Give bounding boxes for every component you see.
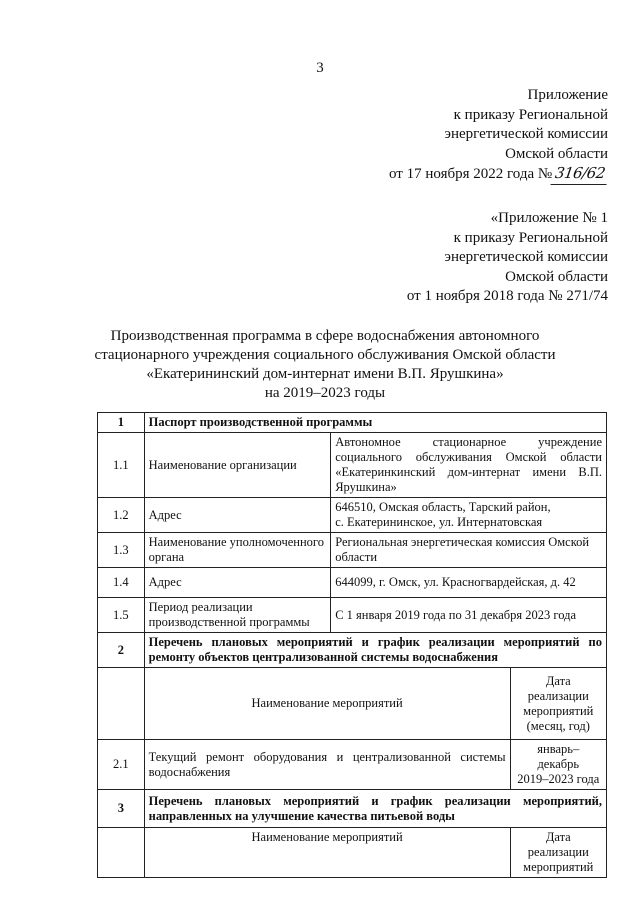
- row-number: 1.4: [98, 568, 145, 598]
- table-row: [98, 598, 607, 633]
- section-number: 3: [98, 790, 145, 828]
- page-number: 3: [316, 60, 324, 76]
- section-header-row: [98, 413, 607, 433]
- column-header-row: [98, 828, 607, 878]
- handwritten-order-number: 316/62: [551, 164, 610, 185]
- appendix-region: Омской области: [505, 268, 608, 285]
- table-row: [98, 498, 607, 533]
- row-number: 1.3: [98, 533, 145, 568]
- appendix-current-header: [389, 86, 608, 185]
- table-row: [98, 740, 607, 790]
- table-row: [98, 533, 607, 568]
- row-value: 644099, г. Омск, ул. Красногвардейская, д. 42: [331, 568, 607, 598]
- row-value: Автономное стационарное учреждение социального обслуживания Омской области «Екатеринкинский дом-интернат имени В.П. Ярушкина»: [331, 433, 607, 498]
- row-number: 1.5: [98, 598, 145, 633]
- address-line: с. Екатерининское, ул. Интернатовская: [335, 515, 543, 529]
- column-header-row: [98, 668, 607, 740]
- section-title: Перечень плановых мероприятий и график реализации мероприятий, направленных на улучшение качества питьевой воды: [144, 790, 606, 828]
- section-number: 2: [98, 633, 145, 668]
- measure-date: [510, 740, 606, 790]
- section-header-row: [98, 790, 607, 828]
- date-line: 2019–2023 года: [517, 772, 600, 786]
- document-heading: [80, 327, 570, 403]
- appendix-region: Омской области: [505, 145, 608, 162]
- date-line: январь–: [537, 742, 580, 756]
- section-number: 1: [98, 413, 145, 433]
- row-value: Региональная энергетическая комиссия Омской области: [331, 533, 607, 568]
- heading-line: стационарного учреждения социального обслуживания Омской области: [94, 347, 556, 363]
- appendix-date-line: [389, 164, 608, 185]
- table-row: [98, 568, 607, 598]
- appendix-commission: энергетической комиссии: [444, 126, 608, 142]
- heading-line: «Екатерининский дом-интернат имени В.П. Ярушкина»: [146, 366, 504, 382]
- appendix-previous-header: [407, 209, 608, 307]
- column-header-name: Наименование мероприятий: [144, 828, 510, 878]
- row-number: 2.1: [98, 740, 145, 790]
- appendix-title: Приложение: [527, 87, 608, 103]
- row-number: 1.1: [98, 433, 145, 498]
- row-label: Адрес: [144, 568, 331, 598]
- appendix-order-ref: к приказу Региональной: [453, 106, 608, 123]
- row-label: Период реализации производственной программы: [144, 598, 331, 633]
- empty-cell: [98, 668, 145, 740]
- appendix-date-line: от 1 ноября 2018 года № 271/74: [406, 288, 608, 304]
- column-header-date: Дата реализации мероприятий: [510, 828, 606, 878]
- row-label: Адрес: [144, 498, 331, 533]
- section-title: Паспорт производственной программы: [144, 413, 606, 433]
- section-header-row: [98, 633, 607, 668]
- row-label: Наименование уполномоченного органа: [144, 533, 331, 568]
- row-label: Наименование организации: [144, 433, 331, 498]
- measure-name: Текущий ремонт оборудования и централизованной системы водоснабжения: [144, 740, 510, 790]
- heading-line: Производственная программа в сфере водоснабжения автономного: [110, 328, 540, 344]
- row-value: [331, 498, 607, 533]
- column-header-name: Наименование мероприятий: [144, 668, 510, 740]
- appendix-order-ref: к приказу Региональной: [453, 229, 608, 246]
- appendix-date: от 17 ноября 2022 года №: [388, 166, 553, 182]
- appendix-commission: энергетической комиссии: [444, 249, 608, 265]
- section-title: Перечень плановых мероприятий и график реализации мероприятий по ремонту объектов централизованной системы водоснабжения: [144, 633, 606, 668]
- row-value: С 1 января 2019 года по 31 декабря 2023 года: [331, 598, 607, 633]
- column-header-date: Дата реализации мероприятий (месяц, год): [510, 668, 606, 740]
- address-line: 646510, Омская область, Тарский район,: [335, 500, 551, 514]
- row-number: 1.2: [98, 498, 145, 533]
- table-row: [98, 433, 607, 498]
- heading-line: на 2019–2023 годы: [264, 385, 386, 401]
- program-passport-table: [97, 412, 607, 878]
- appendix-title: «Приложение № 1: [490, 210, 608, 226]
- date-line: декабрь: [537, 757, 580, 771]
- empty-cell: [98, 828, 145, 878]
